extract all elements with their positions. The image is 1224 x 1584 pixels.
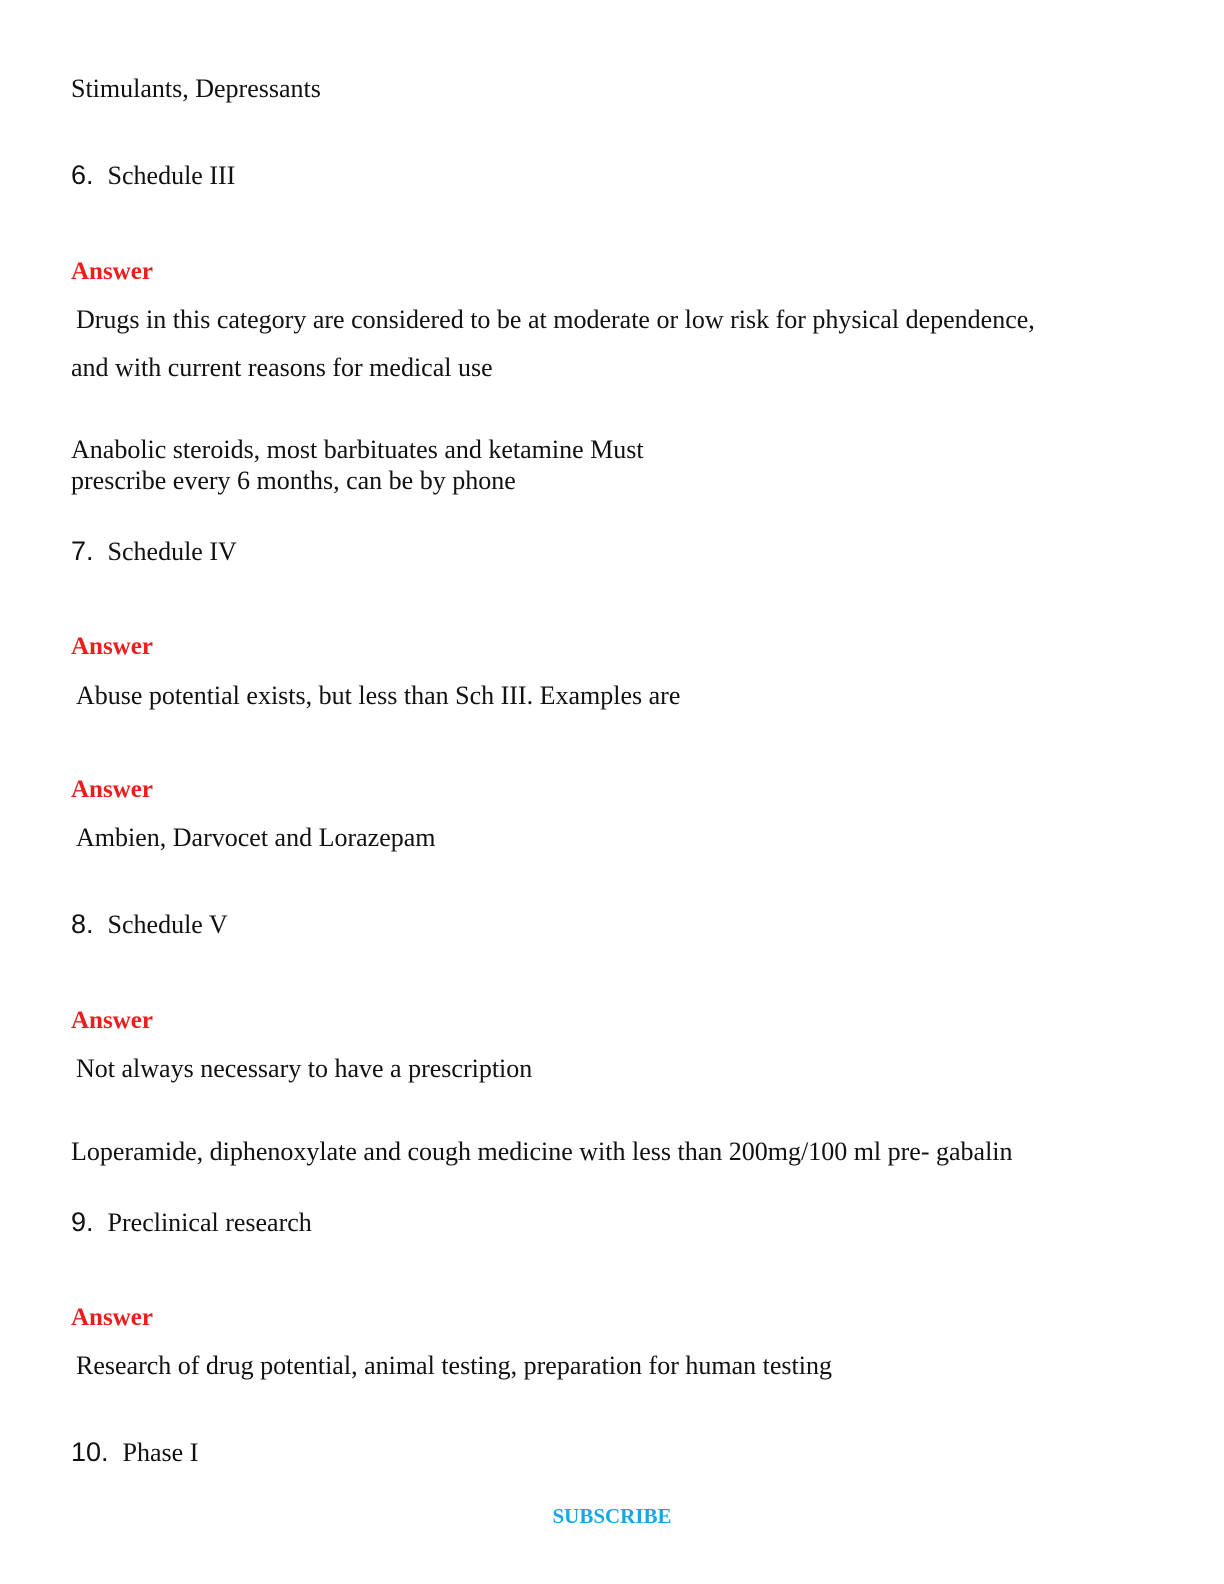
question-number: 10.	[71, 1437, 109, 1467]
question-number: 8.	[71, 909, 94, 939]
answer-text: and with current reasons for medical use	[71, 353, 493, 382]
question-item-9	[71, 1207, 312, 1238]
question-title: Phase I	[122, 1438, 199, 1467]
answer-note: Loperamide, diphenoxylate and cough medicine with less than 200mg/100 ml pre- gabalin	[71, 1137, 1013, 1166]
question-item-10	[71, 1437, 198, 1468]
question-item-7	[71, 536, 237, 567]
question-title: Schedule III	[107, 161, 236, 190]
answer-text: Abuse potential exists, but less than Sch III. Examples are	[76, 681, 681, 710]
answer-note: Anabolic steroids, most barbituates and ketamine Must	[71, 435, 644, 464]
subscribe-link[interactable]: SUBSCRIBE	[552, 1504, 672, 1528]
answer-text: Drugs in this category are considered to be at moderate or low risk for physical dependence,	[76, 305, 1035, 334]
question-title: Preclinical research	[107, 1208, 312, 1237]
question-title: Schedule V	[107, 910, 228, 939]
answer-label: Answer	[71, 1007, 153, 1034]
question-number: 9.	[71, 1207, 94, 1237]
answer-text: Not always necessary to have a prescription	[76, 1054, 533, 1083]
question-item-8	[71, 909, 228, 940]
answer-text: Ambien, Darvocet and Lorazepam	[76, 823, 436, 852]
answer-label: Answer	[71, 776, 153, 803]
question-title: Schedule IV	[107, 537, 237, 566]
question-number: 7.	[71, 536, 94, 566]
question-number: 6.	[71, 160, 94, 190]
answer-label: Answer	[71, 633, 153, 660]
question-item-6	[71, 160, 235, 191]
answer-label: Answer	[71, 1304, 153, 1331]
answer-note: prescribe every 6 months, can be by phone	[71, 466, 516, 495]
intro-text: Stimulants, Depressants	[71, 74, 321, 103]
answer-text: Research of drug potential, animal testing, preparation for human testing	[76, 1351, 832, 1380]
answer-label: Answer	[71, 258, 153, 285]
